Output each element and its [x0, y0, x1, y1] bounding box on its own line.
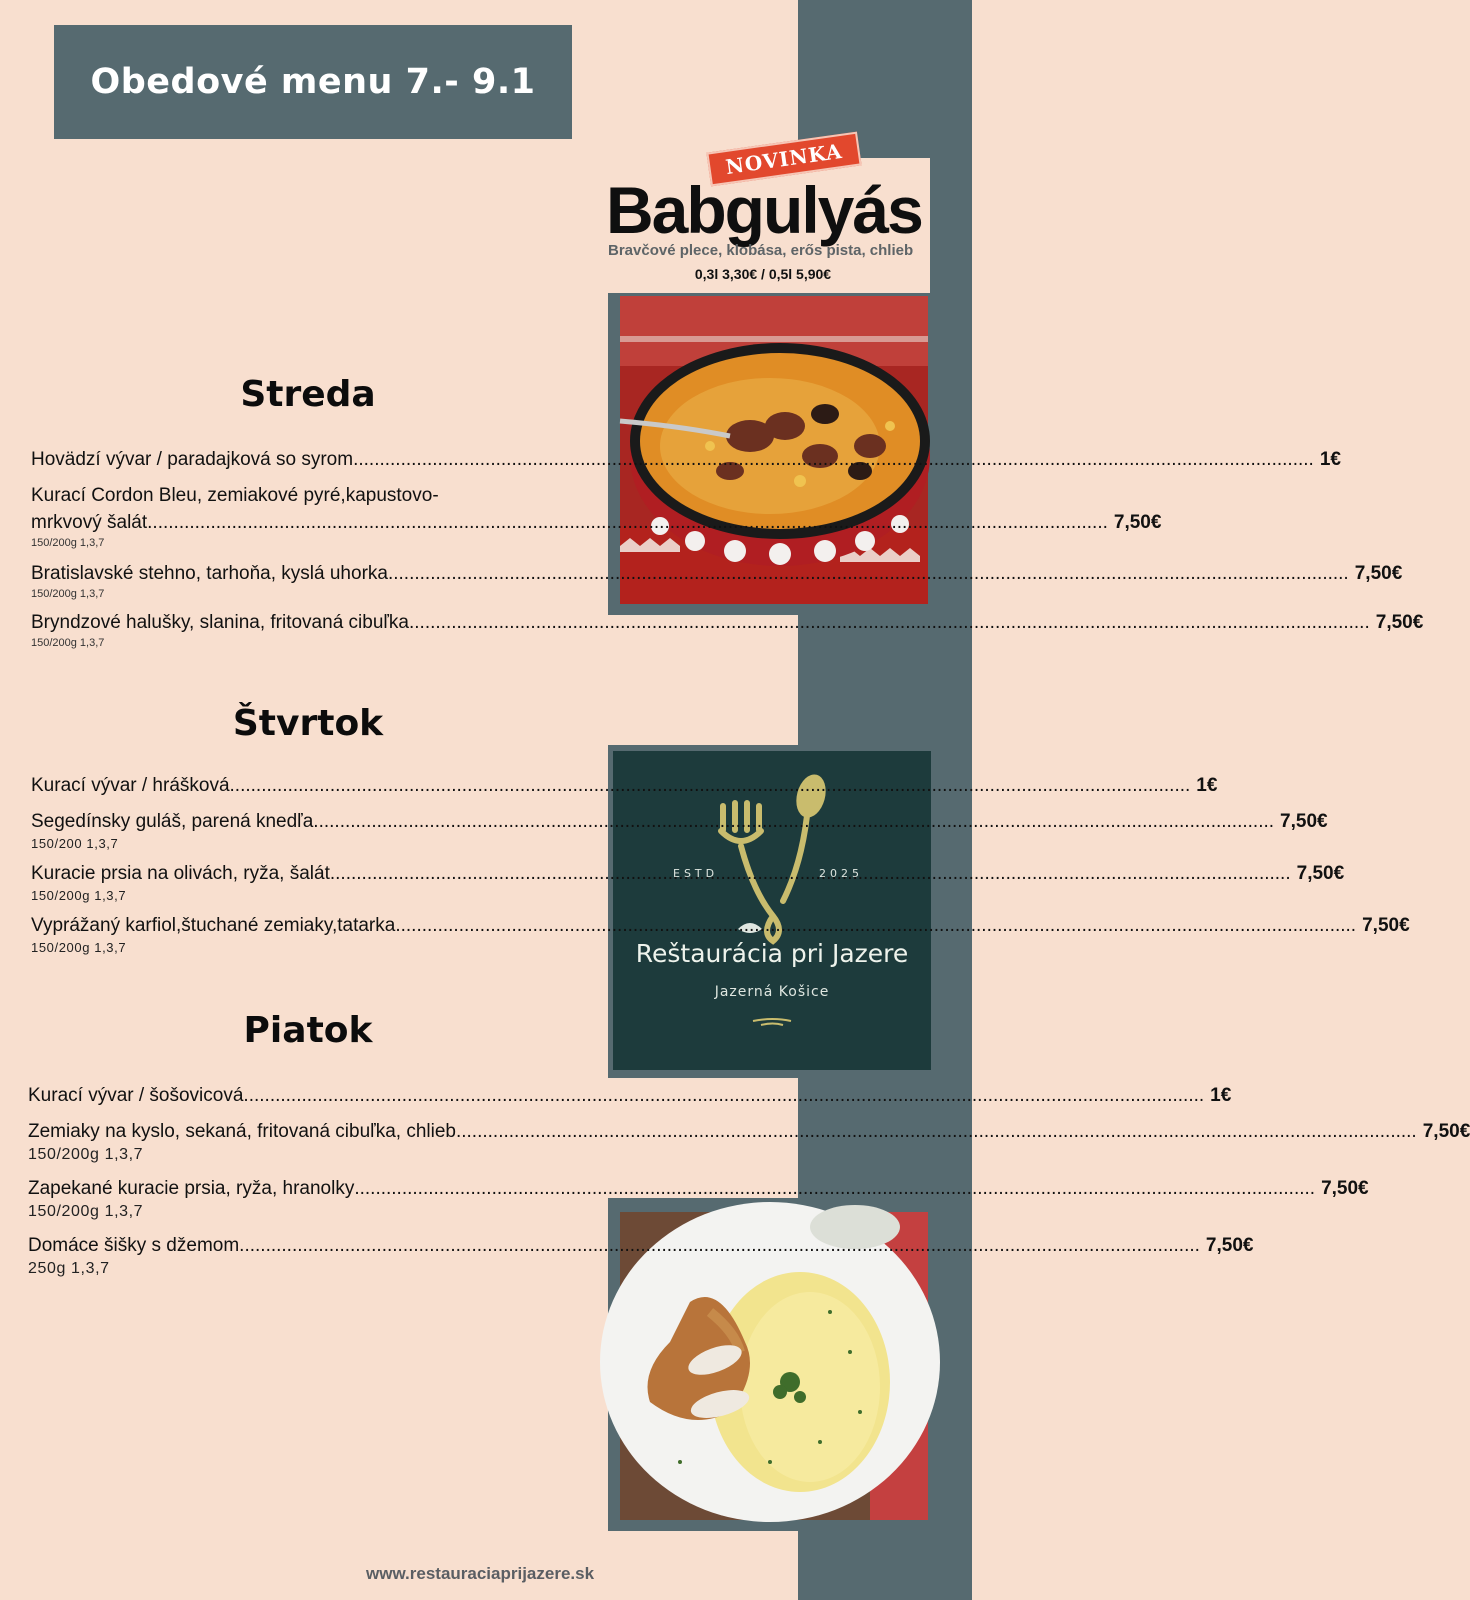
menu-item: [28, 1085, 1232, 1107]
day-title-streda: Streda: [240, 374, 376, 415]
item-note: 150/200g 1,3,7: [31, 888, 127, 903]
item-name: Kurací vývar / hrášková: [31, 775, 230, 796]
day-title-stvrtok: Štvrtok: [232, 703, 384, 744]
item-price: 1€: [1319, 449, 1341, 470]
logo-estd: ESTD: [673, 867, 719, 880]
item-note: 250g 1,3,7: [28, 1260, 110, 1277]
item-name: Zemiaky na kyslo, sekaná, fritovaná cibuľka, chlieb: [28, 1121, 456, 1142]
promo-dish-description: Bravčové plece, klobása, erős pista, chlieb: [608, 242, 914, 259]
page-title: Obedové menu 7.- 9.1: [90, 62, 536, 102]
item-price: 7,50€: [1205, 1235, 1254, 1256]
item-name: Kuracie prsia na olivách, ryža, šalát: [31, 863, 330, 884]
menu-item: [31, 775, 1218, 797]
item-name-line1: Kurací Cordon Bleu, zemiakové pyré,kapustovo-: [31, 485, 439, 506]
promo-dish-name: Babgulyás: [606, 173, 922, 247]
promo-dish-price: 0,3l 3,30€ / 0,5l 5,90€: [694, 266, 832, 282]
item-price: 1€: [1210, 1085, 1232, 1106]
restaurant-logo: [613, 751, 931, 1070]
header-banner: [54, 25, 572, 139]
item-price: 7,50€: [1354, 563, 1403, 584]
item-name: Bratislavské stehno, tarhoňa, kyslá uhorka: [31, 563, 388, 584]
item-name: Hovädzí vývar / paradajková so syrom: [31, 449, 354, 470]
wave-icon: [753, 1019, 791, 1021]
logo-year: 2025: [819, 867, 863, 880]
item-note: 150/200g 1,3,7: [31, 940, 127, 955]
item-price: 1€: [1196, 775, 1218, 796]
item-price: 7,50€: [1113, 512, 1162, 533]
menu-item: [28, 1235, 1254, 1278]
menu-item: [31, 449, 1341, 471]
item-price: 7,50€: [1321, 1178, 1369, 1199]
item-name: Bryndzové halušky, slanina, fritovaná cibuľka: [31, 612, 409, 633]
day-title-piatok: Piatok: [243, 1010, 373, 1051]
item-price: 7,50€: [1362, 915, 1410, 936]
item-price: 7,50€: [1375, 612, 1424, 633]
new-badge-label: NOVINKA: [724, 138, 844, 180]
item-name: Zapekané kuracie prsia, ryža, hranolky: [28, 1178, 355, 1199]
item-name: Domáce šišky s džemom: [28, 1235, 240, 1256]
item-name: mrkvový šalát: [31, 512, 148, 533]
item-note: 150/200 1,3,7: [31, 836, 119, 851]
item-price: 7,50€: [1422, 1121, 1470, 1142]
menu-item: [31, 485, 1162, 549]
website-link[interactable]: www.restauraciaprijazere.sk: [366, 1564, 595, 1583]
menu-item: [28, 1121, 1470, 1164]
menu-item: [28, 1178, 1369, 1221]
item-price: 7,50€: [1280, 811, 1328, 832]
item-note: 150/200g 1,3,7: [31, 588, 105, 600]
menu-item: [31, 563, 1403, 600]
item-name: Vyprážaný karfiol,štuchané zemiaky,tatarka: [31, 915, 396, 936]
logo-location: Jazerná Košice: [714, 984, 830, 1000]
item-name: Kurací vývar / šošovicová: [28, 1085, 244, 1106]
item-note: 150/200g 1,3,7: [31, 537, 105, 549]
menu-item: [31, 612, 1424, 649]
item-price: 7,50€: [1296, 863, 1345, 884]
item-note: 150/200g 1,3,7: [28, 1146, 144, 1163]
menu-item: [31, 811, 1328, 851]
item-note: 150/200g 1,3,7: [31, 637, 105, 649]
cordon-bleu-photo: [620, 1212, 928, 1520]
logo-name: Reštaurácia pri Jazere: [635, 939, 909, 968]
item-name: Segedínsky guláš, parená knedľa: [31, 811, 314, 832]
item-note: 150/200g 1,3,7: [28, 1203, 144, 1220]
